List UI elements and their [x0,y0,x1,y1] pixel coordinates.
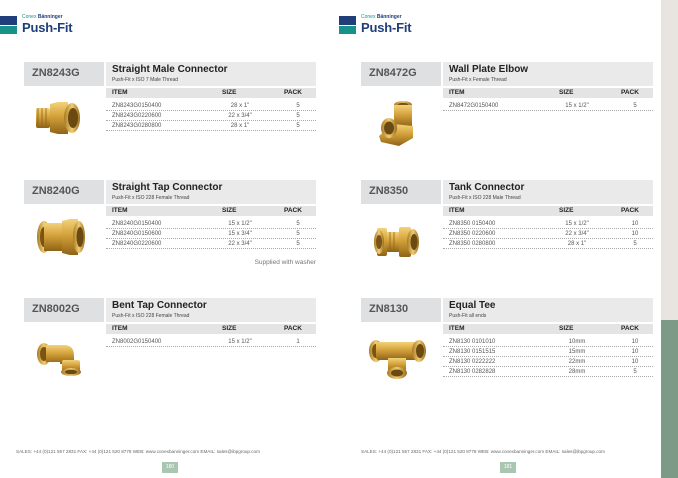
cell-pack: 5 [296,221,300,227]
table-row [443,358,653,367]
brand-product-line: Push-Fit [22,20,73,35]
header-item: ITEM [112,207,128,214]
header-size: SIZE [559,325,574,332]
product-section-zn8243g [24,62,316,162]
cell-size: 22 x 3/4" [565,231,589,237]
product-code: ZN8472G [369,67,417,79]
cell-item: ZN8243G0220600 [112,113,162,119]
product-title: Bent Tap Connector [112,300,207,311]
product-code: ZN8002G [32,303,80,315]
cell-size: 15 x 1/2" [565,103,589,109]
cell-size: 15mm [568,349,586,355]
brand-logo [0,13,90,39]
cell-item: ZN8243G0150400 [112,103,162,109]
cell-pack: 5 [296,113,300,119]
cell-item: ZN8240G0150400 [112,221,162,227]
header-size: SIZE [222,207,237,214]
brand-company: Conex Bänninger [361,14,402,20]
cell-item: ZN8130 0101010 [449,339,496,345]
product-code-box [361,62,441,86]
header-item: ITEM [449,89,465,96]
table-header [443,206,653,216]
table-header [106,88,316,98]
table-row [106,240,316,249]
cell-size: 15 x 3/4" [228,231,252,237]
table-row [443,338,653,347]
cell-pack: 1 [296,339,300,345]
product-subtitle: Push-Fit x ISO 7 Male Thread [112,77,179,83]
header-size: SIZE [559,89,574,96]
cell-item: ZN8472G0150400 [449,103,499,109]
product-code-box [24,180,104,204]
brand-company: Conex Bänninger [22,14,63,20]
cell-size: 22 x 3/4" [228,241,252,247]
page-number: 180 [165,464,175,470]
product-code: ZN8350 [369,185,409,197]
brand-product-line: Push-Fit [361,20,412,35]
cell-pack: 5 [296,241,300,247]
cell-item: ZN8243G0280800 [112,123,162,129]
product-code-box [361,298,441,322]
product-title: Straight Male Connector [112,64,228,75]
wall-plate-elbow-image [375,98,419,148]
table-row [106,112,316,121]
table-header [443,324,653,334]
product-title-bar [106,180,316,204]
product-subtitle: Push-Fit x ISO 228 Female Thread [112,195,190,201]
product-subtitle: Push-Fit x ISO 228 Male Thread [449,195,521,201]
product-title-bar [443,62,653,86]
header-item: ITEM [449,325,465,332]
table-row [443,102,653,111]
table-header [443,88,653,98]
equal-tee-image [367,336,429,382]
cell-pack: 5 [296,123,300,129]
table-header [106,324,316,334]
supplied-note: Supplied with washer [254,259,316,266]
cell-item: ZN8130 0151515 [449,349,496,355]
product-code: ZN8240G [32,185,80,197]
cell-pack: 5 [296,231,300,237]
cell-pack: 10 [631,231,639,237]
page-number-badge [162,462,178,473]
product-section-zn8240g [24,180,316,280]
logo-mark-icon [0,16,17,34]
product-subtitle: Push-Fit all ends [449,313,487,319]
cell-size: 15 x 1/2" [228,221,252,227]
cell-size: 28 x 1" [230,103,250,109]
product-title: Wall Plate Elbow [449,64,529,75]
straight-tap-connector-image [34,216,86,258]
tank-connector-image [371,222,421,262]
edge-strip-green [661,320,678,478]
product-code-box [361,180,441,204]
header-pack: PACK [621,325,639,332]
cell-item: ZN8130 0282828 [449,369,496,375]
cell-item: ZN8350 0220600 [449,231,496,237]
cell-pack: 5 [633,103,637,109]
table-header [106,206,316,216]
cell-item: ZN8002G0150400 [112,339,162,345]
cell-item: ZN8350 0150400 [449,221,496,227]
header-size: SIZE [559,207,574,214]
product-section-zn8002g [24,298,316,398]
cell-size: 10mm [568,339,586,345]
straight-male-connector-image [34,98,84,138]
cell-pack: 10 [631,339,639,345]
cell-size: 22 x 3/4" [228,113,252,119]
header-pack: PACK [621,207,639,214]
table-row [106,338,316,347]
cell-pack: 10 [631,349,639,355]
cell-pack: 5 [296,103,300,109]
table-row [106,230,316,239]
table-row [443,230,653,239]
header-item: ITEM [449,207,465,214]
cell-size: 28mm [568,369,586,375]
cell-size: 22mm [568,359,586,365]
cell-item: ZN8130 0222222 [449,359,496,365]
product-title-bar [443,180,653,204]
product-section-zn8130 [361,298,653,398]
header-size: SIZE [222,89,237,96]
bent-tap-connector-image [34,338,86,378]
table-row [106,122,316,131]
logo-mark-icon [339,16,356,34]
cell-pack: 10 [631,221,639,227]
header-pack: PACK [284,325,302,332]
header-item: ITEM [112,325,128,332]
table-row [443,368,653,377]
page-edge-strip [661,0,678,478]
cell-item: ZN8240G0220600 [112,241,162,247]
product-subtitle: Push-Fit x Female Thread [449,77,507,83]
product-code: ZN8130 [369,303,409,315]
product-code-box [24,62,104,86]
cell-item: ZN8240G0150600 [112,231,162,237]
product-title-bar [106,298,316,322]
sales-footer: SALES: +44 (0)121 557 2831 FAX: +44 (0)121 520 8778 WEB: www.conexbanninger.com EMAIL: sales@ibpgroup.com [16,449,260,454]
product-section-zn8472g [361,62,653,162]
cell-size: 15 x 1/2" [228,339,252,345]
header-size: SIZE [222,325,237,332]
cell-size: 15 x 1/2" [565,221,589,227]
product-title-bar [106,62,316,86]
product-title-bar [443,298,653,322]
sales-footer: SALES: +44 (0)121 557 2831 FAX: +44 (0)121 520 8778 WEB: www.conexbanninger.com EMAIL: sales@ibpgroup.com [361,449,605,454]
product-code: ZN8243G [32,67,80,79]
cell-pack: 10 [631,359,639,365]
cell-size: 28 x 1" [567,241,587,247]
table-row [443,240,653,249]
header-pack: PACK [284,89,302,96]
table-row [106,102,316,111]
table-row [443,220,653,229]
header-pack: PACK [621,89,639,96]
brand-logo [339,13,429,39]
cell-pack: 5 [633,369,637,375]
header-item: ITEM [112,89,128,96]
product-subtitle: Push-Fit x ISO 228 Female Thread [112,313,190,319]
left-page [0,0,333,478]
product-code-box [24,298,104,322]
page-number: 181 [503,464,513,470]
product-title: Tank Connector [449,182,525,193]
cell-pack: 5 [633,241,637,247]
page-number-badge [500,462,516,473]
right-page [333,0,661,478]
table-row [106,220,316,229]
cell-item: ZN8350 0280800 [449,241,496,247]
table-row [443,348,653,357]
product-title: Straight Tap Connector [112,182,223,193]
header-pack: PACK [284,207,302,214]
product-title: Equal Tee [449,300,496,311]
product-section-zn8350 [361,180,653,280]
cell-size: 28 x 1" [230,123,250,129]
